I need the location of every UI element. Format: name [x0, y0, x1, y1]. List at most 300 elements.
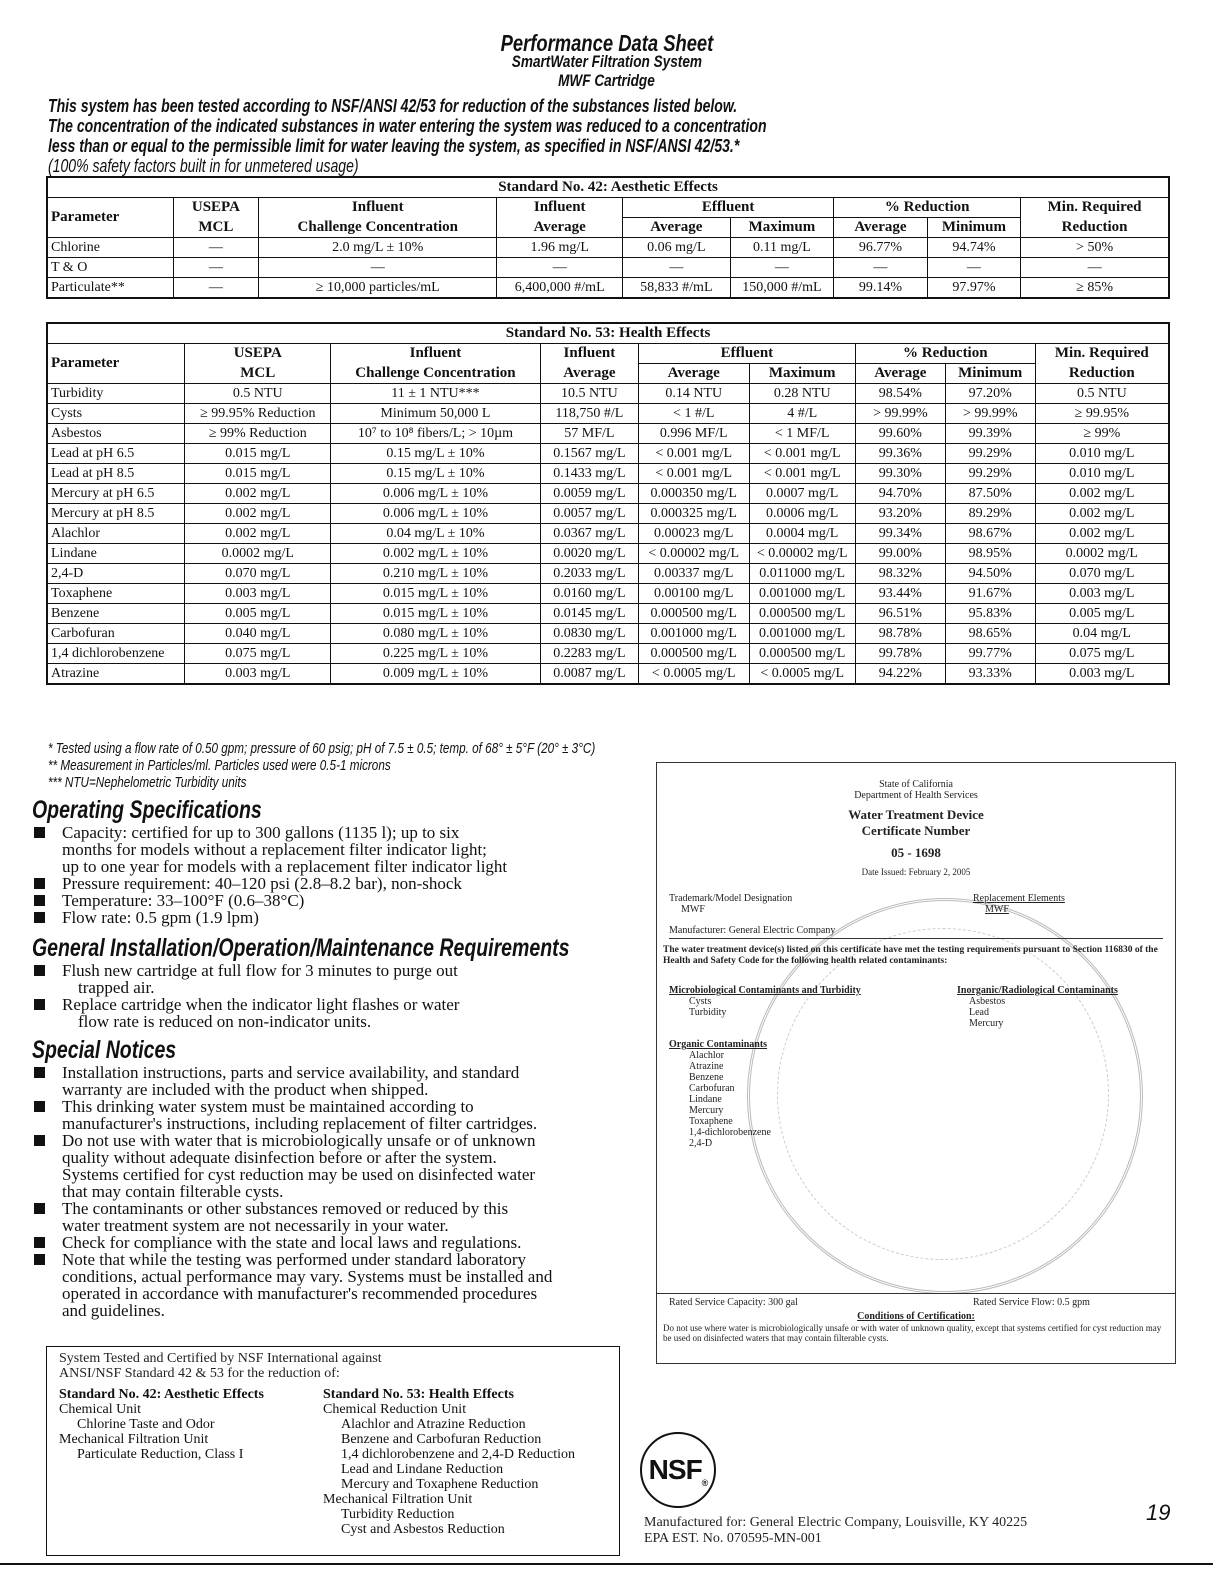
table-row	[47, 444, 1169, 464]
table-cell: 98.32%	[855, 564, 945, 584]
table-cell: 91.67%	[945, 584, 1035, 604]
table-row	[47, 484, 1169, 504]
col-header: Min. Required	[1035, 344, 1169, 364]
table-cell: ≥ 85%	[1021, 278, 1169, 299]
list-item-continuation: up to one year for models with a replacement filter indicator light	[62, 857, 508, 876]
table-cell: 0.002 mg/L	[1035, 504, 1169, 524]
table-cell: < 0.0005 mg/L	[749, 664, 855, 685]
table-cell: 0.0830 mg/L	[540, 624, 638, 644]
divider	[657, 1293, 1175, 1294]
table-row	[47, 624, 1169, 644]
nsf-logo: NSF ®	[640, 1432, 716, 1508]
standard-53-list	[323, 1387, 575, 1537]
installation-requirements	[32, 934, 662, 1030]
list-heading: Standard No. 53: Health Effects	[323, 1387, 514, 1402]
list-item: Do not use with water that is microbiologically unsafe or of unknown	[32, 1132, 662, 1149]
intro-line: (100% safety factors built in for unmetered usage)	[48, 156, 359, 176]
cert-flow: Rated Service Flow: 0.5 gpm	[973, 1297, 1090, 1308]
table-row	[47, 644, 1169, 664]
table-cell: 0.000500 mg/L	[749, 644, 855, 664]
table-row	[47, 238, 1169, 258]
table-cell: 94.50%	[945, 564, 1035, 584]
col-header: % Reduction	[855, 344, 1035, 364]
table-cell: 0.0002 mg/L	[185, 544, 331, 564]
col-header: Influent	[259, 198, 497, 218]
table-cell: 0.11 mg/L	[730, 238, 834, 258]
table-cell: 99.77%	[945, 644, 1035, 664]
list-item: Cyst and Asbestos Reduction	[341, 1522, 505, 1537]
bullet-icon	[34, 1203, 45, 1214]
table-cell: —	[173, 278, 258, 299]
table-cell: 98.67%	[945, 524, 1035, 544]
table-cell: 99.39%	[945, 424, 1035, 444]
table-cell: 94.70%	[855, 484, 945, 504]
table-cell: Chlorine	[47, 238, 173, 258]
table-cell: < 0.001 mg/L	[638, 464, 749, 484]
list-item: Mercury and Toxaphene Reduction	[341, 1477, 539, 1492]
table-cell: Lead at pH 8.5	[47, 464, 185, 484]
col-header: Influent	[540, 344, 638, 364]
list-item-continuation: warranty are included with the product when shipped.	[62, 1080, 429, 1099]
table-cell: 0.015 mg/L ± 10%	[331, 584, 541, 604]
col-header: Influent	[497, 198, 623, 218]
list-item-continuation: quality without adequate disinfection before or after the system.	[62, 1148, 497, 1167]
table-cell: 0.15 mg/L ± 10%	[331, 444, 541, 464]
table-cell: < 0.00002 mg/L	[749, 544, 855, 564]
cert-dept: Department of Health Services	[854, 790, 978, 801]
table-cell: 0.0367 mg/L	[540, 524, 638, 544]
bullet-icon	[34, 912, 45, 923]
col-header: Challenge Concentration	[259, 218, 497, 238]
list-item: Alachlor and Atrazine Reduction	[341, 1417, 526, 1432]
table-cell: 6,400,000 #/mL	[497, 278, 623, 299]
cert-number: 05 - 1698	[891, 845, 941, 860]
list-item: Note that while the testing was performed under standard laboratory	[32, 1251, 662, 1268]
list-item: 1,4 dichlorobenzene and 2,4-D Reduction	[341, 1447, 576, 1462]
table-row	[47, 424, 1169, 444]
table-cell: 0.002 mg/L ± 10%	[331, 544, 541, 564]
table-cell: ≥ 10,000 particles/mL	[259, 278, 497, 299]
intro-line: This system has been tested according to NSF/ANSI 42/53 for reduction of the substances listed below.	[48, 96, 738, 116]
table-cell: 0.080 mg/L ± 10%	[331, 624, 541, 644]
list-item: Replace cartridge when the indicator light flashes or water	[32, 996, 662, 1013]
list-item: Turbidity Reduction	[341, 1507, 455, 1522]
list-item: Flow rate: 0.5 gpm (1.9 lpm)	[32, 909, 662, 926]
table-cell: 0.28 NTU	[749, 384, 855, 404]
standard-42-table	[46, 176, 1170, 299]
bullet-icon	[34, 965, 45, 976]
col-header: MCL	[173, 218, 258, 238]
table-cell: 0.225 mg/L ± 10%	[331, 644, 541, 664]
table-cell: T & O	[47, 258, 173, 278]
table-cell: Mercury at pH 6.5	[47, 484, 185, 504]
table-cell: 10.5 NTU	[540, 384, 638, 404]
table-cell: > 50%	[1021, 238, 1169, 258]
bullet-icon	[34, 1101, 45, 1112]
list-item: Installation instructions, parts and service availability, and standard	[32, 1064, 662, 1081]
cert-device: Water Treatment Device	[848, 807, 984, 822]
cert-statement: The water treatment device(s) listed on this certificate have met the testing requirements pursuant to Section 116830 of the Health and Safety Code for the following health related contaminants:	[663, 945, 1158, 966]
table-cell: 99.34%	[855, 524, 945, 544]
table-cell: 93.20%	[855, 504, 945, 524]
table-cell: 94.74%	[927, 238, 1021, 258]
table-cell: 0.5 NTU	[1035, 384, 1169, 404]
table-caption: Standard No. 53: Health Effects	[47, 323, 1169, 344]
section-heading: General Installation/Operation/Maintenance Requirements	[32, 934, 570, 962]
col-header: Parameter	[47, 344, 185, 384]
table-caption: Standard No. 42: Aesthetic Effects	[47, 177, 1169, 198]
table-cell: 0.1567 mg/L	[540, 444, 638, 464]
table-cell: < 0.00002 mg/L	[638, 544, 749, 564]
table-cell: —	[834, 258, 928, 278]
list-item-continuation: and guidelines.	[62, 1301, 165, 1320]
table-cell: 99.60%	[855, 424, 945, 444]
bullet-icon	[34, 1135, 45, 1146]
table-cell: 0.996 MF/L	[638, 424, 749, 444]
table-cell: 97.97%	[927, 278, 1021, 299]
table-cell: Benzene	[47, 604, 185, 624]
col-header: USEPA	[185, 344, 331, 364]
table-cell: 0.0004 mg/L	[749, 524, 855, 544]
table-cell: Asbestos	[47, 424, 185, 444]
table-cell: 0.00337 mg/L	[638, 564, 749, 584]
section-heading: Special Notices	[32, 1036, 177, 1064]
page-title: Performance Data Sheet	[500, 30, 713, 56]
table-cell: 2.0 mg/L ± 10%	[259, 238, 497, 258]
table-cell: 0.000500 mg/L	[638, 644, 749, 664]
list-item: Mechanical Filtration Unit	[59, 1432, 209, 1447]
table-cell: 0.210 mg/L ± 10%	[331, 564, 541, 584]
col-header: Influent	[331, 344, 541, 364]
table-cell: 98.54%	[855, 384, 945, 404]
certification-intro: System Tested and Certified by NSF International against ANSI/NSF Standard 42 & 53 for the reduction of:	[59, 1351, 382, 1381]
col-header: MCL	[185, 364, 331, 384]
table-cell: 93.33%	[945, 664, 1035, 685]
table-cell: Toxaphene	[47, 584, 185, 604]
table-cell: 0.15 mg/L ± 10%	[331, 464, 541, 484]
col-header: Minimum	[945, 364, 1035, 384]
table-cell: 0.075 mg/L	[185, 644, 331, 664]
table-cell: 118,750 #/L	[540, 404, 638, 424]
table-cell: 0.000325 mg/L	[638, 504, 749, 524]
table-cell: 0.015 mg/L	[185, 464, 331, 484]
intro-line: less than or equal to the permissible limit for water leaving the system, as specified in NSF/ANSI 42/53.*	[48, 136, 740, 156]
cert-state: State of California	[879, 779, 953, 790]
table-cell: ≥ 99.95% Reduction	[185, 404, 331, 424]
table-cell: 0.0006 mg/L	[749, 504, 855, 524]
table-cell: —	[730, 258, 834, 278]
table-cell: —	[1021, 258, 1169, 278]
table-cell: 0.005 mg/L	[185, 604, 331, 624]
table-cell: —	[173, 238, 258, 258]
table-cell: 94.22%	[855, 664, 945, 685]
table-cell: 0.0087 mg/L	[540, 664, 638, 685]
table-cell: 0.002 mg/L	[1035, 524, 1169, 544]
cert-issued: Date Issued: February 2, 2005	[861, 867, 971, 877]
table-cell: 99.36%	[855, 444, 945, 464]
table-cell: 87.50%	[945, 484, 1035, 504]
table-cell: 97.20%	[945, 384, 1035, 404]
list-item-continuation: conditions, actual performance may vary. Systems must be installed and	[62, 1267, 553, 1286]
list-item: Mechanical Filtration Unit	[323, 1492, 473, 1507]
table-cell: 0.00023 mg/L	[638, 524, 749, 544]
table-cell: < 0.001 mg/L	[749, 444, 855, 464]
table-cell: 0.000500 mg/L	[638, 604, 749, 624]
table-cell: 0.006 mg/L ± 10%	[331, 484, 541, 504]
table-cell: Mercury at pH 8.5	[47, 504, 185, 524]
table-cell: 0.005 mg/L	[1035, 604, 1169, 624]
table-row	[47, 604, 1169, 624]
bullet-icon	[34, 895, 45, 906]
table-cell: 0.000500 mg/L	[749, 604, 855, 624]
table-cell: 0.0002 mg/L	[1035, 544, 1169, 564]
table-cell: 0.011000 mg/L	[749, 564, 855, 584]
standard-53-table	[46, 322, 1170, 685]
table-cell: 0.010 mg/L	[1035, 464, 1169, 484]
table-cell: 0.015 mg/L ± 10%	[331, 604, 541, 624]
list-item-continuation: trapped air.	[78, 978, 155, 997]
footnote: ** Measurement in Particles/ml. Particles used were 0.5-1 microns	[48, 757, 391, 774]
table-cell: 10⁷ to 10⁸ fibers/L; > 10µm	[331, 424, 541, 444]
col-header: Maximum	[749, 364, 855, 384]
table-cell: —	[927, 258, 1021, 278]
table-cell: 0.2033 mg/L	[540, 564, 638, 584]
table-cell: 58,833 #/mL	[623, 278, 731, 299]
special-notices	[32, 1036, 662, 1319]
table-cell: —	[623, 258, 731, 278]
col-header: Average	[540, 364, 638, 384]
table-cell: Cysts	[47, 404, 185, 424]
cert-conditions-title: Conditions of Certification:	[857, 1311, 975, 1322]
table-cell: 0.003 mg/L	[1035, 584, 1169, 604]
table-cell: 0.006 mg/L ± 10%	[331, 504, 541, 524]
table-cell: 0.06 mg/L	[623, 238, 731, 258]
cert-trademark: Trademark/Model Designation MWF	[669, 893, 793, 915]
col-header: Min. Required	[1021, 198, 1169, 218]
col-header: Effluent	[638, 344, 855, 364]
table-row	[47, 664, 1169, 685]
state-seal-inner-icon	[777, 928, 1109, 1260]
table-cell: 99.00%	[855, 544, 945, 564]
table-cell: 0.0007 mg/L	[749, 484, 855, 504]
table-cell: 0.00100 mg/L	[638, 584, 749, 604]
table-cell: Minimum 50,000 L	[331, 404, 541, 424]
list-item: The contaminants or other substances removed or reduced by this	[32, 1200, 662, 1217]
col-header: Reduction	[1035, 364, 1169, 384]
col-header: USEPA	[173, 198, 258, 218]
table-cell: —	[173, 258, 258, 278]
table-cell: 0.015 mg/L	[185, 444, 331, 464]
section-heading: Operating Specifications	[32, 796, 262, 824]
table-cell: 0.010 mg/L	[1035, 444, 1169, 464]
table-row	[47, 404, 1169, 424]
page-number: 19	[1146, 1500, 1171, 1525]
table-cell: 0.0057 mg/L	[540, 504, 638, 524]
table-cell: Alachlor	[47, 524, 185, 544]
list-item: Temperature: 33–100°F (0.6–38°C)	[32, 892, 662, 909]
table-cell: 99.30%	[855, 464, 945, 484]
footnotes	[48, 740, 750, 791]
table-cell: 93.44%	[855, 584, 945, 604]
table-cell: 0.000350 mg/L	[638, 484, 749, 504]
table-cell: 57 MF/L	[540, 424, 638, 444]
table-cell: 0.0020 mg/L	[540, 544, 638, 564]
table-cell: 0.04 mg/L ± 10%	[331, 524, 541, 544]
bullet-icon	[34, 1254, 45, 1265]
table-cell: 0.002 mg/L	[185, 484, 331, 504]
product-name: MWF Cartridge	[558, 71, 655, 90]
table-cell: 0.2283 mg/L	[540, 644, 638, 664]
table-cell: 0.070 mg/L	[1035, 564, 1169, 584]
col-header: Average	[638, 364, 749, 384]
table-cell: 4 #/L	[749, 404, 855, 424]
table-cell: 96.77%	[834, 238, 928, 258]
footnote: * Tested using a flow rate of 0.50 gpm; pressure of 60 psig; pH of 7.5 ± 0.5; temp. of 68° ± 5°F (20° ± 3°C)	[48, 740, 596, 757]
table-cell: —	[259, 258, 497, 278]
table-cell: ≥ 99.95%	[1035, 404, 1169, 424]
bullet-icon	[34, 1237, 45, 1248]
table-cell: 0.009 mg/L ± 10%	[331, 664, 541, 685]
table-cell: 0.003 mg/L	[185, 664, 331, 685]
table-cell: Atrazine	[47, 664, 185, 685]
table-row	[47, 258, 1169, 278]
table-cell: 0.003 mg/L	[1035, 664, 1169, 685]
nsf-certification-box	[46, 1346, 620, 1556]
list-item-continuation: that may contain filterable cysts.	[62, 1182, 284, 1201]
table-row	[47, 278, 1169, 299]
col-header: Minimum	[927, 218, 1021, 238]
bullet-icon	[34, 1067, 45, 1078]
col-header: Maximum	[730, 218, 834, 238]
footnote: *** NTU=Nephelometric Turbidity units	[48, 774, 247, 791]
table-cell: 0.04 mg/L	[1035, 624, 1169, 644]
table-cell: 150,000 #/mL	[730, 278, 834, 299]
table-cell: Lead at pH 6.5	[47, 444, 185, 464]
cert-number-label: Certificate Number	[861, 823, 971, 838]
cert-conditions-text: Do not use where water is microbiologically unsafe or with water of unknown quality, except that systems certified for cyst reduction may be used on disinfected waters that may contain filterable cysts.	[663, 1323, 1162, 1343]
table-row	[47, 464, 1169, 484]
list-item-continuation: months for models without a replacement filter indicator light;	[62, 840, 487, 859]
table-cell: 99.29%	[945, 464, 1035, 484]
list-heading: Standard No. 42: Aesthetic Effects	[59, 1387, 264, 1402]
table-cell: < 0.001 mg/L	[638, 444, 749, 464]
table-cell: < 1 MF/L	[749, 424, 855, 444]
col-header: Effluent	[623, 198, 834, 218]
table-cell: ≥ 99%	[1035, 424, 1169, 444]
cert-micro-list: Microbiological Contaminants and Turbidity Cysts Turbidity	[669, 985, 861, 1018]
divider	[0, 1563, 1213, 1565]
list-item: Lead and Lindane Reduction	[341, 1462, 504, 1477]
col-header: Reduction	[1021, 218, 1169, 238]
table-row	[47, 504, 1169, 524]
table-cell: 0.1433 mg/L	[540, 464, 638, 484]
table-cell: > 99.99%	[945, 404, 1035, 424]
table-cell: Lindane	[47, 544, 185, 564]
list-item-continuation: Systems certified for cyst reduction may be used on disinfected water	[62, 1165, 536, 1184]
list-item-continuation: operated in accordance with manufacturer's recommended procedures	[62, 1284, 538, 1303]
table-cell: 99.78%	[855, 644, 945, 664]
col-header: % Reduction	[834, 198, 1021, 218]
list-item-continuation: flow rate is reduced on non-indicator units.	[78, 1012, 372, 1031]
table-cell: 99.14%	[834, 278, 928, 299]
bullet-icon	[34, 999, 45, 1010]
list-item-continuation: manufacturer's instructions, including replacement of filter cartridges.	[62, 1114, 538, 1133]
list-item: Chemical Unit	[59, 1402, 142, 1417]
list-item: Benzene and Carbofuran Reduction	[341, 1432, 542, 1447]
intro-statement	[48, 96, 1213, 176]
cert-inorganic-list: Inorganic/Radiological Contaminants Asbestos Lead Mercury	[957, 985, 1118, 1029]
table-cell: 98.78%	[855, 624, 945, 644]
table-cell: 0.003 mg/L	[185, 584, 331, 604]
col-header: Average	[497, 218, 623, 238]
california-certificate	[656, 762, 1176, 1364]
table-cell: 0.002 mg/L	[185, 504, 331, 524]
list-item: Particulate Reduction, Class I	[77, 1447, 244, 1462]
table-cell: ≥ 99% Reduction	[185, 424, 331, 444]
table-cell: 0.075 mg/L	[1035, 644, 1169, 664]
table-cell: Turbidity	[47, 384, 185, 404]
table-cell: 1,4 dichlorobenzene	[47, 644, 185, 664]
table-cell: 0.001000 mg/L	[749, 624, 855, 644]
table-cell: 0.0145 mg/L	[540, 604, 638, 624]
intro-line: The concentration of the indicated substances in water entering the system was reduced to a concentration	[48, 116, 767, 136]
standard-42-list	[59, 1387, 264, 1462]
table-cell: > 99.99%	[855, 404, 945, 424]
manufacturer-info: Manufactured for: General Electric Company, Louisville, KY 40225 EPA EST. No. 070595-MN-001	[644, 1515, 1028, 1546]
table-cell: 0.002 mg/L	[185, 524, 331, 544]
table-cell: 1.96 mg/L	[497, 238, 623, 258]
list-item: Chlorine Taste and Odor	[77, 1417, 215, 1432]
table-cell: < 0.0005 mg/L	[638, 664, 749, 685]
table-cell: 89.29%	[945, 504, 1035, 524]
table-cell: —	[497, 258, 623, 278]
table-cell: 0.001000 mg/L	[638, 624, 749, 644]
col-header: Average	[834, 218, 928, 238]
table-row	[47, 384, 1169, 404]
table-cell: 95.83%	[945, 604, 1035, 624]
bullet-icon	[34, 878, 45, 889]
col-header: Average	[855, 364, 945, 384]
table-cell: Carbofuran	[47, 624, 185, 644]
list-item: Pressure requirement: 40–120 psi (2.8–8.2 bar), non-shock	[32, 875, 662, 892]
bullet-icon	[34, 827, 45, 838]
table-cell: Particulate**	[47, 278, 173, 299]
operating-specifications	[32, 796, 662, 926]
table-cell: 0.001000 mg/L	[749, 584, 855, 604]
table-row	[47, 584, 1169, 604]
table-cell: 0.070 mg/L	[185, 564, 331, 584]
table-row	[47, 564, 1169, 584]
col-header: Challenge Concentration	[331, 364, 541, 384]
table-cell: 0.002 mg/L	[1035, 484, 1169, 504]
table-cell: 11 ± 1 NTU***	[331, 384, 541, 404]
table-cell: 2,4-D	[47, 564, 185, 584]
page-title-block	[0, 30, 1213, 91]
table-cell: 99.29%	[945, 444, 1035, 464]
col-header: Parameter	[47, 198, 173, 238]
list-item: Flush new cartridge at full flow for 3 minutes to purge out	[32, 962, 662, 979]
table-row	[47, 544, 1169, 564]
cert-replacement: Replacement Elements MWF	[973, 893, 1065, 915]
cert-capacity: Rated Service Capacity: 300 gal	[669, 1297, 798, 1308]
col-header: Average	[623, 218, 731, 238]
page-subtitle: SmartWater Filtration System	[511, 52, 702, 71]
table-cell: < 0.001 mg/L	[749, 464, 855, 484]
table-cell: 0.0160 mg/L	[540, 584, 638, 604]
table-cell: 0.040 mg/L	[185, 624, 331, 644]
table-cell: < 1 #/L	[638, 404, 749, 424]
list-item: Capacity: certified for up to 300 gallons (1135 l); up to six	[32, 824, 662, 841]
